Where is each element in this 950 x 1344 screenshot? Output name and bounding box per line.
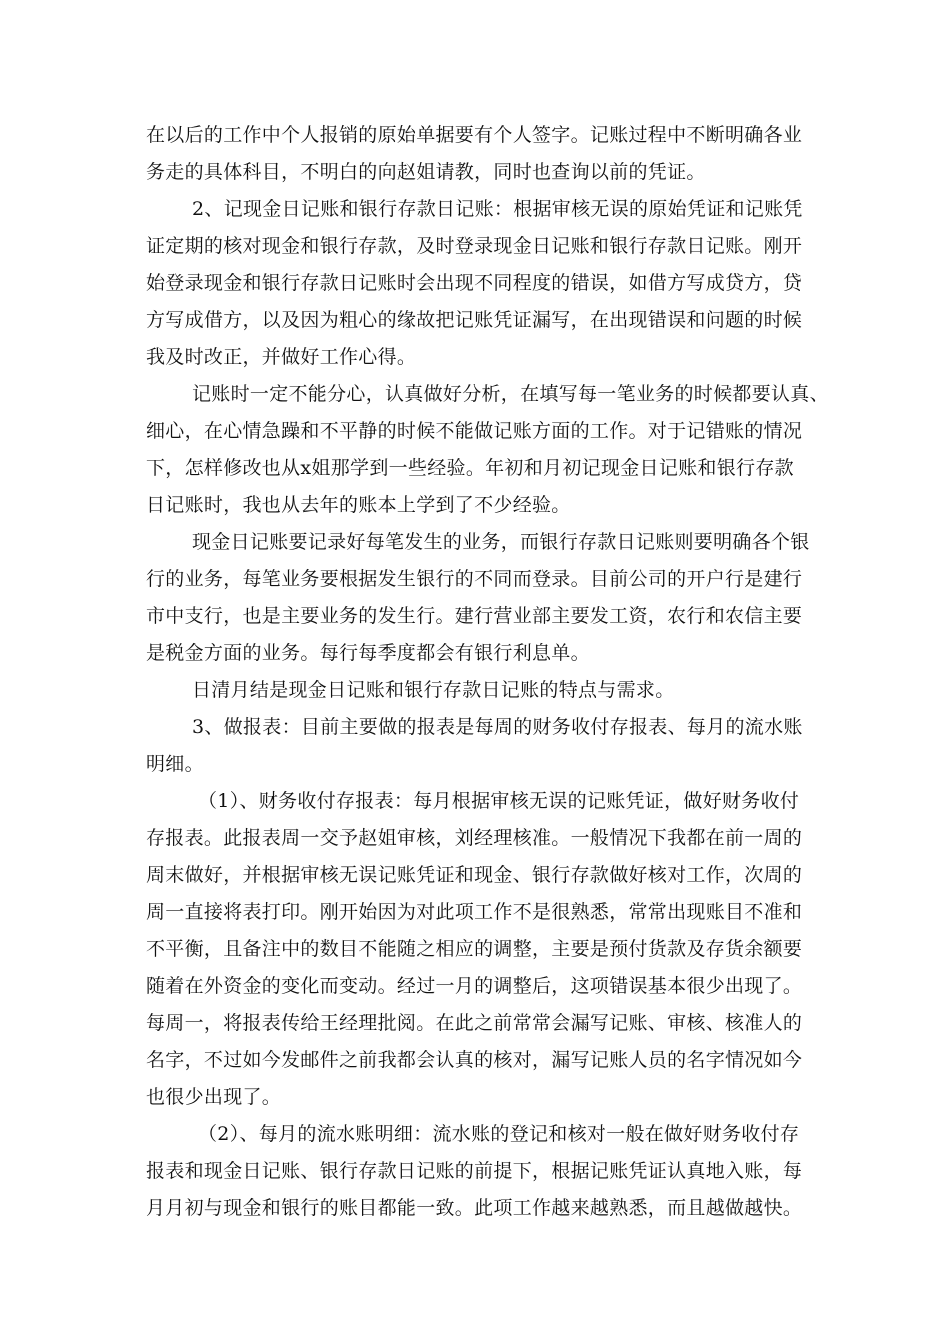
paragraph-line: 日记账时，我也从去年的账本上学到了不少经验。	[146, 494, 571, 516]
paragraph-line: 明细。	[146, 753, 204, 775]
paragraph-line: 是税金方面的业务。每行每季度都会有银行利息单。	[146, 642, 590, 664]
paragraph-line: 周一直接将表打印。刚开始因为对此项工作不是很熟悉，常常出现账目不准和	[146, 901, 803, 923]
paragraph-line: 周末做好，并根据审核无误记账凭证和现金、银行存款做好核对工作，次周的	[146, 864, 803, 886]
paragraph-line: 名字，不过如今发邮件之前我都会认真的核对，漏写记账人员的名字情况如今	[146, 1049, 803, 1071]
paragraph-line: 始登录现金和银行存款日记账时会出现不同程度的错误，如借方写成贷方，贷	[146, 272, 803, 294]
paragraph-line: 细心，在心情急躁和不平静的时候不能做记账方面的工作。对于记错账的情况	[146, 420, 803, 442]
paragraph-line: 方写成借方，以及因为粗心的缘故把记账凭证漏写，在出现错误和问题的时候	[146, 309, 803, 331]
paragraph-line: 每周一，将报表传给王经理批阅。在此之前常常会漏写记账、审核、核准人的	[146, 1012, 803, 1034]
document-body	[146, 117, 829, 1227]
paragraph-line: 日清月结是现金日记账和银行存款日记账的特点与需求。	[192, 679, 675, 701]
paragraph-line: 下，怎样修改也从x姐那学到一些经验。年初和月初记现金日记账和银行存款	[146, 457, 794, 479]
paragraph-line: 我及时改正，并做好工作心得。	[146, 346, 417, 368]
paragraph-line: 务走的具体科目，不明白的向赵姐请教，同时也查询以前的凭证。	[146, 161, 706, 183]
paragraph-line: 在以后的工作中个人报销的原始单据要有个人签字。记账过程中不断明确各业	[146, 124, 803, 146]
paragraph-line: 现金日记账要记录好每笔发生的业务，而银行存款日记账则要明确各个银	[192, 531, 810, 553]
paragraph-line: 存报表。此报表周一交予赵姐审核，刘经理核准。一般情况下我都在前一周的	[146, 827, 803, 849]
paragraph-line: 市中支行，也是主要业务的发生行。建行营业部主要发工资，农行和农信主要	[146, 605, 803, 627]
paragraph-line: 证定期的核对现金和银行存款，及时登录现金日记账和银行存款日记账。刚开	[146, 235, 803, 257]
paragraph-line: 行的业务，每笔业务要根据发生银行的不同而登录。目前公司的开户行是建行	[146, 568, 803, 590]
paragraph-line: （1）、财务收付存报表：每月根据审核无误的记账凭证，做好财务收付	[198, 790, 800, 812]
paragraph-line: 不平衡，且备注中的数目不能随之相应的调整，主要是预付货款及存货余额要	[146, 938, 803, 960]
paragraph-line: （2）、每月的流水账明细：流水账的登记和核对一般在做好财务收付存	[198, 1123, 800, 1145]
paragraph-line: 随着在外资金的变化而变动。经过一月的调整后，这项错误基本很少出现了。	[146, 975, 803, 997]
paragraph-line: 3、做报表：目前主要做的报表是每周的财务收付存报表、每月的流水账	[192, 716, 803, 738]
paragraph-line: 也很少出现了。	[146, 1086, 282, 1108]
paragraph-line: 月月初与现金和银行的账目都能一致。此项工作越来越熟悉，而且越做越快。	[146, 1197, 803, 1219]
paragraph-line: 报表和现金日记账、银行存款日记账的前提下，根据记账凭证认真地入账，每	[146, 1160, 803, 1182]
paragraph-line: 2、记现金日记账和银行存款日记账：根据审核无误的原始凭证和记账凭	[192, 198, 803, 220]
paragraph-line: 记账时一定不能分心，认真做好分析，在填写每一笔业务的时候都要认真、	[192, 383, 829, 405]
